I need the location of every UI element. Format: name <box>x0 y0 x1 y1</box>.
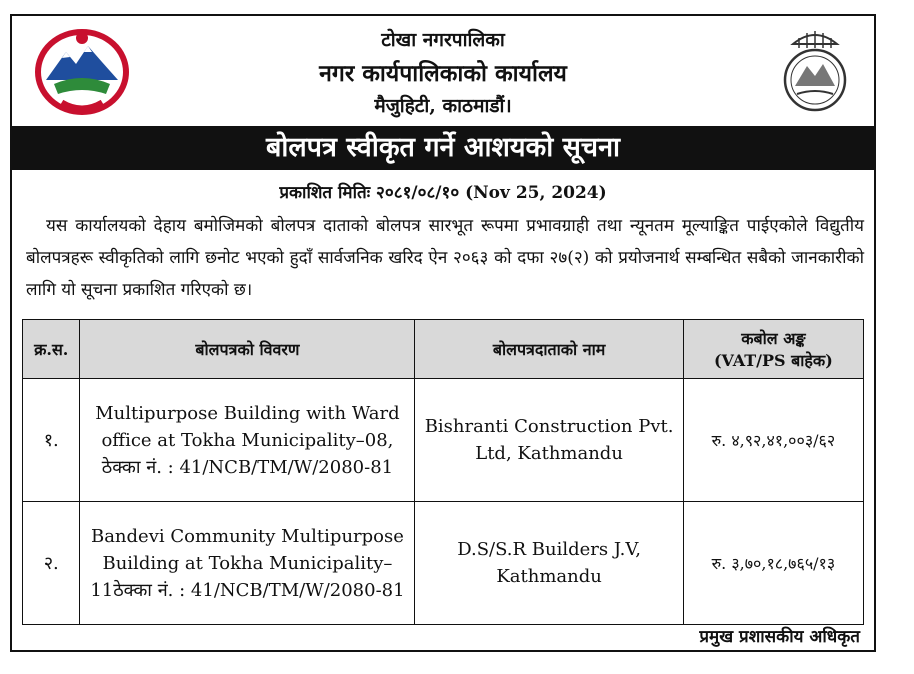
table-row <box>23 502 864 625</box>
office-address: मैजुहिटी, काठमाडौं। <box>374 95 512 117</box>
notice-frame <box>10 14 876 652</box>
row-amount: रु. ४,९२,४१,००३/६२ <box>683 379 863 502</box>
bidder-line: Ltd, Kathmandu <box>475 443 623 464</box>
row-bidder <box>415 502 683 625</box>
desc-line: ठेक्का नं. : 41/NCB/TM/W/2080-81 <box>101 456 394 478</box>
published-date: प्रकाशित मितिः २०८१/०८/१० (Nov 25, 2024) <box>279 183 607 203</box>
desc-line: Multipurpose Building with Ward <box>95 402 400 424</box>
table-header-row <box>23 320 864 379</box>
row-serial: १. <box>23 379 80 502</box>
header-amount-line2: (VAT/PS बाहेक) <box>713 351 833 370</box>
desc-line: Bandevi Community Multipurpose <box>90 525 404 547</box>
bidder-line: D.S/S.R Builders J.V, <box>457 539 641 560</box>
row-description <box>80 379 415 502</box>
notice-paragraph: यस कार्यालयको देहाय बमोजिमको बोलपत्र दाताको बोलपत्र सारभूत रूपमा प्रभावग्राही तथा न्यूनतम मूल्याङ्कित पाईएकोले विद्युतीय बोलपत्रहरू स्वीकृतिको लागि छनोट भएको हुदाँ सार्वजनिक खरिद ऐन २०६३ को दफा २७(२) को प्रयोजनार्थ सम्बन्धित सबैको जानकारीको लागि यो सूचना प्रकाशित गरिएको छ। <box>26 216 864 300</box>
header-amount <box>683 320 863 379</box>
row-description <box>80 502 415 625</box>
table-row <box>23 379 864 502</box>
signatory-title: प्रमुख प्रशासकीय अधिकृत <box>699 627 860 647</box>
office-name: नगर कार्यपालिकाको कार्यालय <box>319 60 567 87</box>
municipality-name: टोखा नगरपालिका <box>381 29 505 51</box>
header-description: बोलपत्रको विवरण <box>80 320 415 379</box>
desc-line: Building at Tokha Municipality– <box>102 552 393 574</box>
row-amount: रु. ३,७०,१८,७६५/१३ <box>683 502 863 625</box>
notice-title: बोलपत्र स्वीकृत गर्ने आशयको सूचना <box>12 126 874 170</box>
row-bidder <box>415 379 683 502</box>
bidder-line: Bishranti Construction Pvt. <box>424 416 674 437</box>
municipality-seal-icon <box>775 24 855 116</box>
desc-line: 11ठेक्का नं. : 41/NCB/TM/W/2080-81 <box>90 579 405 601</box>
bid-table <box>22 319 864 625</box>
header-amount-line1: कबोल अङ्क <box>741 329 806 348</box>
desc-line: office at Tokha Municipality–08, <box>101 429 394 451</box>
row-serial: २. <box>23 502 80 625</box>
header-serial: क्र.स. <box>23 320 80 379</box>
bidder-line: Kathmandu <box>496 566 602 587</box>
header-bidder: बोलपत्रदाताको नाम <box>415 320 683 379</box>
header <box>12 16 874 124</box>
